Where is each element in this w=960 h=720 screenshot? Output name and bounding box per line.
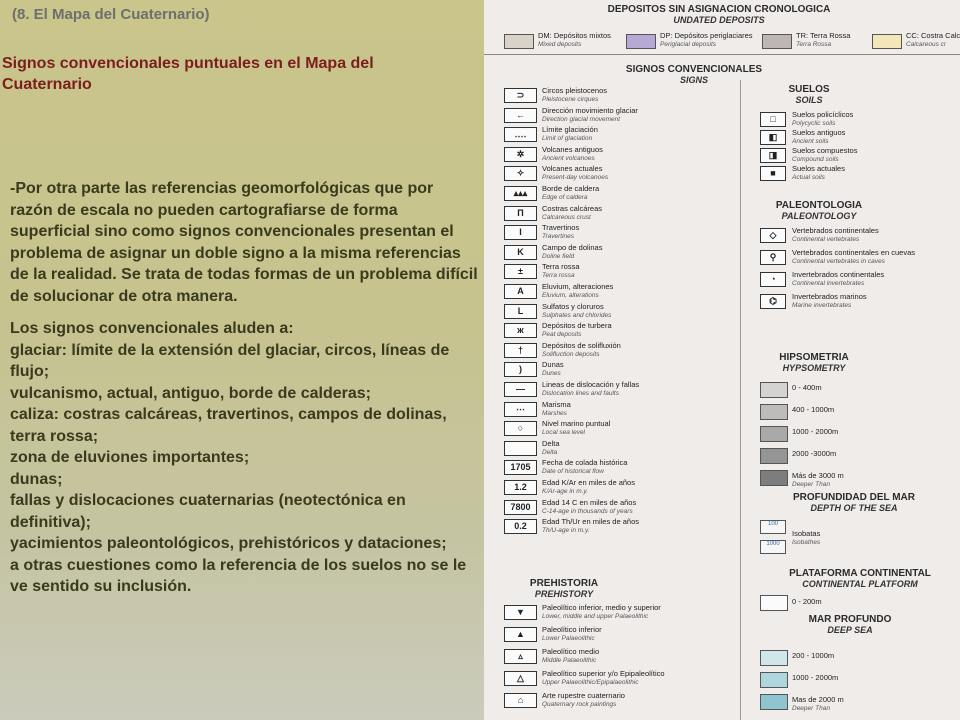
prehistory-label: Arte rupestre cuaternario Quaternary rock paintings [542,691,625,708]
sign-label: Terra rossa Terra rossa [542,262,580,280]
deep-sea-swatch [760,672,788,688]
deep-sea-label: 1000 - 2000m [792,673,839,682]
hypsometry-label: 0 - 400m [792,383,822,392]
platform-swatch [760,595,788,611]
sign-symbol [504,441,537,456]
soil-label: Suelos antiguos Ancient soils [792,128,846,145]
prehistory-symbol: ▲ [504,627,537,642]
list-item: caliza: costras calcáreas, travertinos, campos de dolinas, terra rossa; [10,406,447,445]
undated-label: TR: Terra Rossa Terra Rossa [796,31,851,48]
hypsometry-swatch [760,448,788,464]
legend-rule [484,54,960,55]
soil-symbol: ◧ [760,130,786,145]
sign-symbol: L [504,304,537,319]
sign-label: Eluvium, alteraciones Eluvium, alterations [542,282,614,299]
soil-label: Suelos actuales Actual soils [792,164,845,181]
soils-title: SUELOS [788,84,830,95]
depth-title-en: DEPTH OF THE SEA [810,503,898,513]
hypsometry-swatch [760,470,788,486]
paleo-title: PALEONTOLOGIA [775,200,863,211]
platform-title-en: CONTINENTAL PLATFORM [802,579,918,589]
sign-label: Sulfatos y cloruros Sulphates and chlorides [542,301,612,319]
list-item: vulcanismo, actual, antiguo, borde de calderas; [10,384,371,402]
isobath-label: Isobatas Isobathes [792,529,821,546]
sign-label: Marisma Marshes [542,399,571,417]
list-item: dunas; [10,470,63,488]
sign-label: Delta Delta [542,438,560,456]
undated-title-en: UNDATED DEPOSITS [673,15,765,25]
isobath-sample-1: 100 [760,520,786,534]
prehistory-label: Paleolítico inferior Lower Palaeolithic [542,625,602,642]
undated-swatch [626,34,656,49]
soil-label: Suelos policíclicos Polycyclic soils [792,110,854,127]
sign-symbol: ▴▴▴ [504,186,537,201]
list-item: glaciar: límite de la extensión del glaciar, circos, líneas de flujo; [10,341,450,380]
sign-symbol: I [504,225,537,240]
prehistory-symbol: △ [504,671,537,686]
undated-label: CC: Costra Calc Calcareous cr [906,31,960,48]
prehistory-title-en: PREHISTORY [534,589,594,599]
hypsometry-swatch [760,426,788,442]
sign-label: Lineas de dislocación y fallas Dislocation lines and faults [542,380,640,397]
hyps-title-en: HYPSOMETRY [782,363,846,373]
paleo-label: Invertebrados continentales Continental invertebrates [792,270,885,287]
sign-label: Edad 14 C en miles de años C-14-age in thousands of years [542,497,637,515]
hypsometry-label: 1000 - 2000m [792,427,839,436]
sign-symbol: 1.2 [504,480,537,495]
prehistory-label: Paleolítico superior y/o Epipaleolítico Upper Palaeolithic/Epipalaeolithic [542,669,665,686]
paleo-symbol: ⌬ [760,294,786,309]
undated-label: DP: Depósitos periglaciares Periglacial deposits [660,31,753,48]
sign-symbol: ← [504,108,537,123]
sign-symbol: ± [504,264,537,279]
list-item: zona de eluviones importantes; [10,449,250,466]
sign-symbol: — [504,382,537,397]
paleo-symbol: ◇ [760,228,786,243]
sign-label: Campo de dolinas Doline field [542,242,603,260]
platform-label: 0 - 200m [792,597,822,606]
paleo-title-en: PALEONTOLOGY [781,211,857,221]
prehistory-title: PREHISTORIA [529,578,599,589]
deep-sea-label: 200 - 1000m [792,651,835,660]
sign-symbol: 0.2 [504,519,537,534]
sign-symbol: ж [504,323,537,338]
paleo-label: Vertebrados continentales Continental vertebrates [792,226,879,243]
deep-sea-label: Mas de 2000 m Deeper Than [792,695,844,712]
depth-title: PROFUNDIDAD DEL MAR [792,492,916,503]
sign-symbol: 1705 [504,460,537,475]
platform-title: PLATAFORMA CONTINENTAL [789,568,931,579]
sign-label: Depósitos de turbera Peat deposits [542,321,612,339]
sign-label: Edad Th/Ur en miles de años Th/U-age in m.y. [542,517,639,535]
prehistory-symbol: ▵ [504,649,537,664]
prehistory-label: Paleolítico medio Middle Palaeolithic [542,647,600,664]
prehistory-label: Paleolítico inferior, medio y superior Lower, middle and upper Palaeolithic [542,603,661,620]
deep-sea-swatch [760,694,788,710]
sign-label: Travertinos Travertines [542,223,580,241]
sign-label: Volcanes antiguos Ancient volcanoes [542,144,603,162]
hyps-title: HIPSOMETRIA [779,352,849,363]
hypsometry-swatch [760,404,788,420]
undated-swatch [872,34,902,49]
sign-symbol: ○ [504,421,537,436]
sign-symbol: ⋯ [504,402,537,417]
sign-label: Edad K/Ar en miles de años K/Ar-age in m.y. [542,478,635,495]
sign-symbol: ✲ [504,147,537,162]
section-title: (8. El Mapa del Cuaternario) [12,6,210,23]
isobath-sample-2: 1000 [760,540,786,554]
prehistory-symbol: ▼ [504,605,537,620]
paleo-symbol: ◔ [760,272,786,287]
sign-symbol: П [504,206,537,221]
signs-title: SIGNOS CONVENCIONALES [625,64,763,75]
list-item: fallas y dislocaciones cuaternarias (neotectónica en definitiva); [10,492,406,531]
paleo-symbol: ⚲ [760,250,786,265]
undated-label: DM: Depósitos mixtos Mixed deposits [538,31,611,48]
paleo-label: Vertebrados continentales en cuevas Continental vertebrates in caves [792,248,915,265]
soil-symbol: ■ [760,166,786,181]
body-text [10,178,478,598]
soil-symbol: □ [760,112,786,127]
list-intro: Los signos convencionales aluden a: [10,320,294,337]
signs-title-en: SIGNS [679,75,708,85]
sign-symbol: A [504,284,537,299]
legend-divider [740,80,741,720]
soils-title-en: SOILS [795,95,823,105]
sign-label: Volcanes actuales Present-day volcanoes [542,164,609,182]
hypsometry-swatch [760,382,788,398]
hypsometry-label: Más de 3000 m Deeper Than [792,471,844,488]
undated-swatch [504,34,534,49]
sign-label: Fecha de colada histórica Date of historical flow [542,458,628,476]
soil-label: Suelos compuestos Compound soils [792,146,858,163]
sign-symbol: ‥‥ [504,127,537,142]
sign-symbol: 7800 [504,500,537,515]
hypsometry-label: 2000 -3000m [792,449,837,458]
soil-symbol: ◨ [760,148,786,163]
sign-label: Borde de caldera Edge of caldera [542,184,600,201]
sign-label: Nivel marino puntual Local sea level [542,419,611,437]
sign-label: Dunas Dunes [542,360,564,378]
sign-label: Circos pleistocenos Pleistocene cirques [542,86,608,103]
sign-label: Dirección movimiento glaciar Direction glacial movement [542,105,638,123]
sign-symbol: ⊃ [504,88,537,103]
sign-symbol: † [504,343,537,358]
sign-label: Costras calcáreas Calcareous crust [542,203,603,221]
slide-subtitle: Signos convencionales puntuales en el Mapa del Cuaternario [2,55,374,93]
deep-sea-swatch [760,650,788,666]
sign-symbol: ) [504,362,537,377]
sign-label: Depósitos de solifluxión Solifluction deposits [542,340,621,358]
list-item: a otras cuestiones como la referencia de los suelos no se le ve sentido su inclusión. [10,556,467,595]
undated-title: DEPOSITOS SIN ASIGNACION CRONOLOGICA [607,4,831,15]
sign-label: Límite glaciación Limit of glaciation [542,125,598,143]
deep-title-en: DEEP SEA [827,625,873,635]
paleo-label: Invertebrados marinos Marine invertebrates [792,292,867,309]
undated-swatch [762,34,792,49]
deep-title: MAR PROFUNDO [808,614,892,625]
intro-paragraph: -Por otra parte las referencias geomorfológicas que por razón de escala no pueden cartografiarse de forma superficial sino como signos convencionales presentan el problema de asignar un doble signo a la misma referencias de la realidad. Se trata de todas formas de un problema difícil de solucionar de otra manera. [10,180,478,305]
list-item: yacimientos paleontológicos, prehistóricos y dataciones; [10,535,447,552]
sign-symbol: K [504,245,537,260]
legend-scan [484,0,960,720]
hypsometry-label: 400 - 1000m [792,405,835,414]
sign-symbol: ✧ [504,166,537,181]
prehistory-symbol: ⌂ [504,693,537,708]
